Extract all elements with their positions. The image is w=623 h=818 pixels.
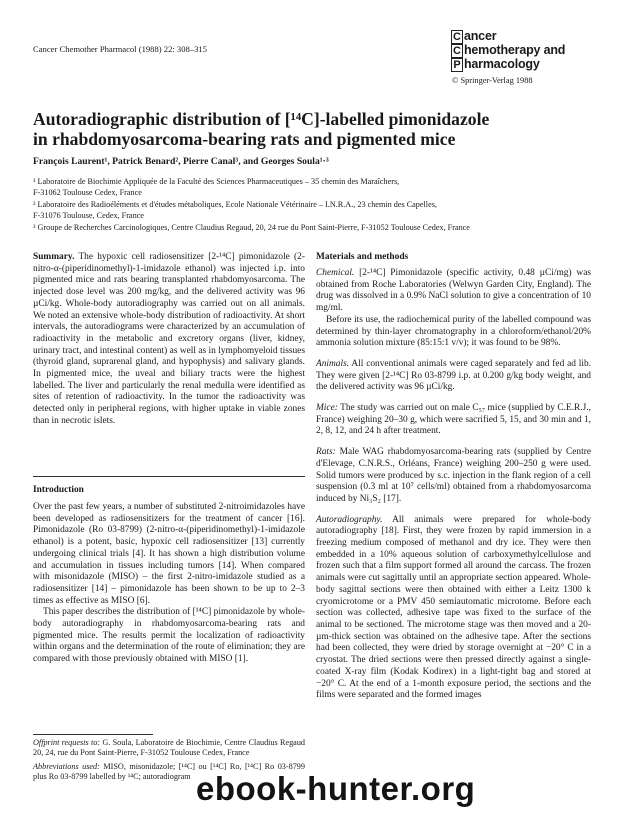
- paragraph-text: All conventional animals were caged separately and fed ad lib. They were given [2-¹⁴C] Ro 03-8799 i.p. at 0.200 g/kg body weight, and the delivered activity was 96 µCi/kg.: [316, 358, 592, 393]
- runin-heading: Chemical.: [316, 268, 355, 278]
- methods-paragraph: [316, 447, 591, 506]
- logo-line-3: [451, 58, 601, 72]
- logo-text: hemotherapy and: [464, 43, 566, 57]
- logo-text: harmacology: [464, 57, 540, 71]
- logo-letter: C: [451, 44, 463, 58]
- paragraph-text: [2-¹⁴C] Pimonidazole (specific activity, 0.48 µCi/mg) was obtained from Roche Laboratories (Welwyn Garden City, England). The drug was dissolved in a 0.9% NaCl solution to give a concentration of 10 mg/ml.: [316, 268, 592, 314]
- introduction-body: [33, 502, 305, 666]
- affiliation-line: F-31076 Toulouse, Cedex, France: [33, 211, 144, 221]
- paragraph-text: Male WAG rhabdomyosarcoma-bearing rats (supplied by Centre d'Elevage, C.N.R.S., Orléans, France) weighing 200–250 g were used. Solid tumors were produced by s.c. injection in the flank region of a cell suspension (0.3 ml at 10⁷ cells/ml) obtained from a rhabdomyosarcoma induced by Ni₃S₂ [17].: [316, 447, 591, 504]
- runin-heading: Autoradiography.: [316, 514, 383, 525]
- runin-heading: Rats:: [316, 447, 336, 458]
- watermark: ebook-hunter.org: [196, 770, 476, 807]
- logo-line-2: [451, 44, 601, 58]
- runin-heading: Mice:: [316, 403, 338, 414]
- journal-logo: [451, 30, 601, 72]
- affiliations: [33, 176, 603, 233]
- methods-section-chemical: [316, 268, 591, 350]
- runin-heading: Animals.: [316, 358, 350, 369]
- footnote-offprint: [33, 738, 305, 759]
- abstract-paragraph: [33, 252, 305, 428]
- title-line-2: in rhabdomyosarcoma-bearing rats and pigmented mice: [33, 129, 456, 149]
- affiliation-line: ³ Groupe de Recherches Carcinologiques, Centre Claudius Regaud, 20, 24 rue du Pont Saint-Pierre, F-31052 Toulouse Cedex, France: [33, 222, 470, 232]
- methods-section-animals: [316, 359, 591, 394]
- abstract-label: Summary.: [33, 252, 75, 262]
- paragraph-text: All animals were prepared for whole-body autoradiography [18]. First, they were frozen by rapid immersion in a freezing medium composed of methanol and dry ice. They were then embedded in a 10% aqueous solution of carboxymethylcellulose and frozen such that a film support formed all around the carcass. The frozen animals were cut sagittally until an appropriate section appeared. Whole-body sagittal sections were then obtained with either a Leitz 1300 k cryomicrotome or a PMV 450 semiautomatic microtome. Before each section was collected, adhesive tape was fixed to the surface of the animal to be sectioned. The microtome stage was then moved and a 20-µm-thick section was obtained on the adhesive tape. After the sections had been collected, they were dried by storage overnight at −20° C in a cryostat. The dried sections were then pressed directly against a single-coated X-ray film (Kodak Kodirex) in a light-tight bag and stored at −20° C. At the end of a 1-month exposure period, the sections and the films were separated and the formed images: [316, 514, 592, 701]
- introduction-paragraph: This paper describes the distribution of [¹⁴C] pimonidazole by whole-body autoradiography in rhabdomyosarcoma-bearing rats and pigmented mice. The results permit the localization of radioactivity within organs and the determination of the route of elimination; they are compared with those previously obtained with MISO [1].: [33, 607, 305, 665]
- methods-section-autoradiography: [316, 515, 591, 702]
- methods-paragraph: [316, 359, 591, 394]
- logo-letter: C: [451, 30, 463, 44]
- affiliation-line: ¹ Laboratoire de Biochimie Appliquée de la Faculté des Sciences Pharmaceutiques – 35 chemin des Maraîchers,: [33, 177, 400, 186]
- methods-heading: Materials and methods: [316, 252, 409, 262]
- author-list: François Laurent¹, Patrick Benard², Pierre Canal³, and Georges Soula¹·³: [33, 156, 329, 167]
- abstract-text: The hypoxic cell radiosensitizer [2-¹⁴C] pimonidazole (2-nitro-α-(piperidinomethyl)-1-imidazole ethanol) was injected i.p. into pigmented mice and rats bearing transplanted rhabdomyosarcoma. The injected dose level was 200 mg/kg, and the delivered activity was 96 µCi/kg. Whole-body autoradiography was carried out on all animals. We noted an extensive whole-body distribution of radioactivity. At short intervals, the autoradiograms were characterized by an accumulation of radioactivity in the metabolic and excretory organs (liver, kidney, urinary tract, and intestinal content) as well as in lymphomyeloid tissues (thyroid gland, suprarenal gland, and hypophysis) and salivary glands. In pigmented mice, the uveal and biliary tracts were the highest labelled. The liver and particularly the renal medulla were identified as sites of retention of radioactivity. In the tumor the radioactivity was detected only in peripheral regions, with higher uptake in viable zones than in necrotic islets.: [33, 252, 305, 426]
- methods-paragraph: [316, 515, 591, 702]
- logo-text: ancer: [464, 29, 497, 43]
- methods-section-rats: [316, 447, 591, 506]
- journal-citation: Cancer Chemother Pharmacol (1988) 22: 308–315: [33, 44, 207, 54]
- copyright-notice: © Springer-Verlag 1988: [452, 76, 533, 85]
- footnote-label: Offprint requests to:: [33, 738, 101, 747]
- section-divider: [33, 476, 305, 477]
- affiliation-line: ² Laboratoire des Radioéléments et d'études métaboliques, Ecole Nationale Vétérinaire – I.N.R.A., 23 chemin des Capelles,: [33, 199, 437, 209]
- introduction-paragraph: Over the past few years, a number of substituted 2-nitroimidazoles have been developed as radiosensitizers for the treatment of cancer [16]. Pimonidazole (Ro 03-8799) (2-nitro-α-(piperidinomethyl)-1-imidazole ethanol) is a potent, basic, hypoxic cell radiosensitizer [13] currently undergoing clinical trials [4]. It has shown a high distribution volume and accumulation in tissues including tumors [14]. When compared with misonidazole (MISO) – the first 2-nitro-imidazole studied as a radiosensitizer [14] – pimonidazole has been shown to be up to 2–3 times as effective as MISO [6].: [33, 502, 305, 606]
- paragraph-text: The study was carried out on male C₅₇ mice (supplied by C.E.R.J., France) weighing 20–30 g, which were sacrified 5, 15, and 30 min and 1, 2, 8, 12, and 24 h after treatment.: [316, 403, 591, 437]
- footnote-label: Abbreviations used:: [33, 761, 100, 771]
- affiliation-line: F-31062 Toulouse Cedex, France: [33, 188, 142, 198]
- article-title: [33, 109, 593, 149]
- methods-paragraph: Before its use, the radiochemical purity of the labelled compound was determined by thin-layer chromatography in a chloroform/ethanol/20% ammonia solution mixture (85:15:1 v/v); it was found to be 98%.: [316, 314, 591, 349]
- title-line-1: Autoradiographic distribution of [¹⁴C]-labelled pimonidazole: [33, 109, 490, 129]
- footnote-text: G. Soula, Laboratoire de Biochimie, Centre Claudius Regaud 20, 24, rue du Pont Saint-Pierre, F-31052 Toulouse Cedex, France: [33, 738, 306, 758]
- methods-section-mice: [316, 403, 591, 438]
- methods-body: [316, 268, 591, 711]
- abstract: [33, 252, 305, 428]
- methods-paragraph: [316, 403, 591, 438]
- logo-letter: P: [451, 58, 463, 72]
- footnote-divider: [33, 734, 153, 735]
- methods-paragraph: [316, 268, 591, 315]
- introduction-heading: Introduction: [33, 485, 84, 495]
- logo-line-1: [451, 30, 601, 44]
- footnote-text: MISO, misonidazole; [¹⁴C] ou [¹⁴C] Ro, [¹⁴C] Ro 03-8799 plus Ro 03-8799 labelled by ¹⁴C; autoradiogram: [33, 761, 305, 782]
